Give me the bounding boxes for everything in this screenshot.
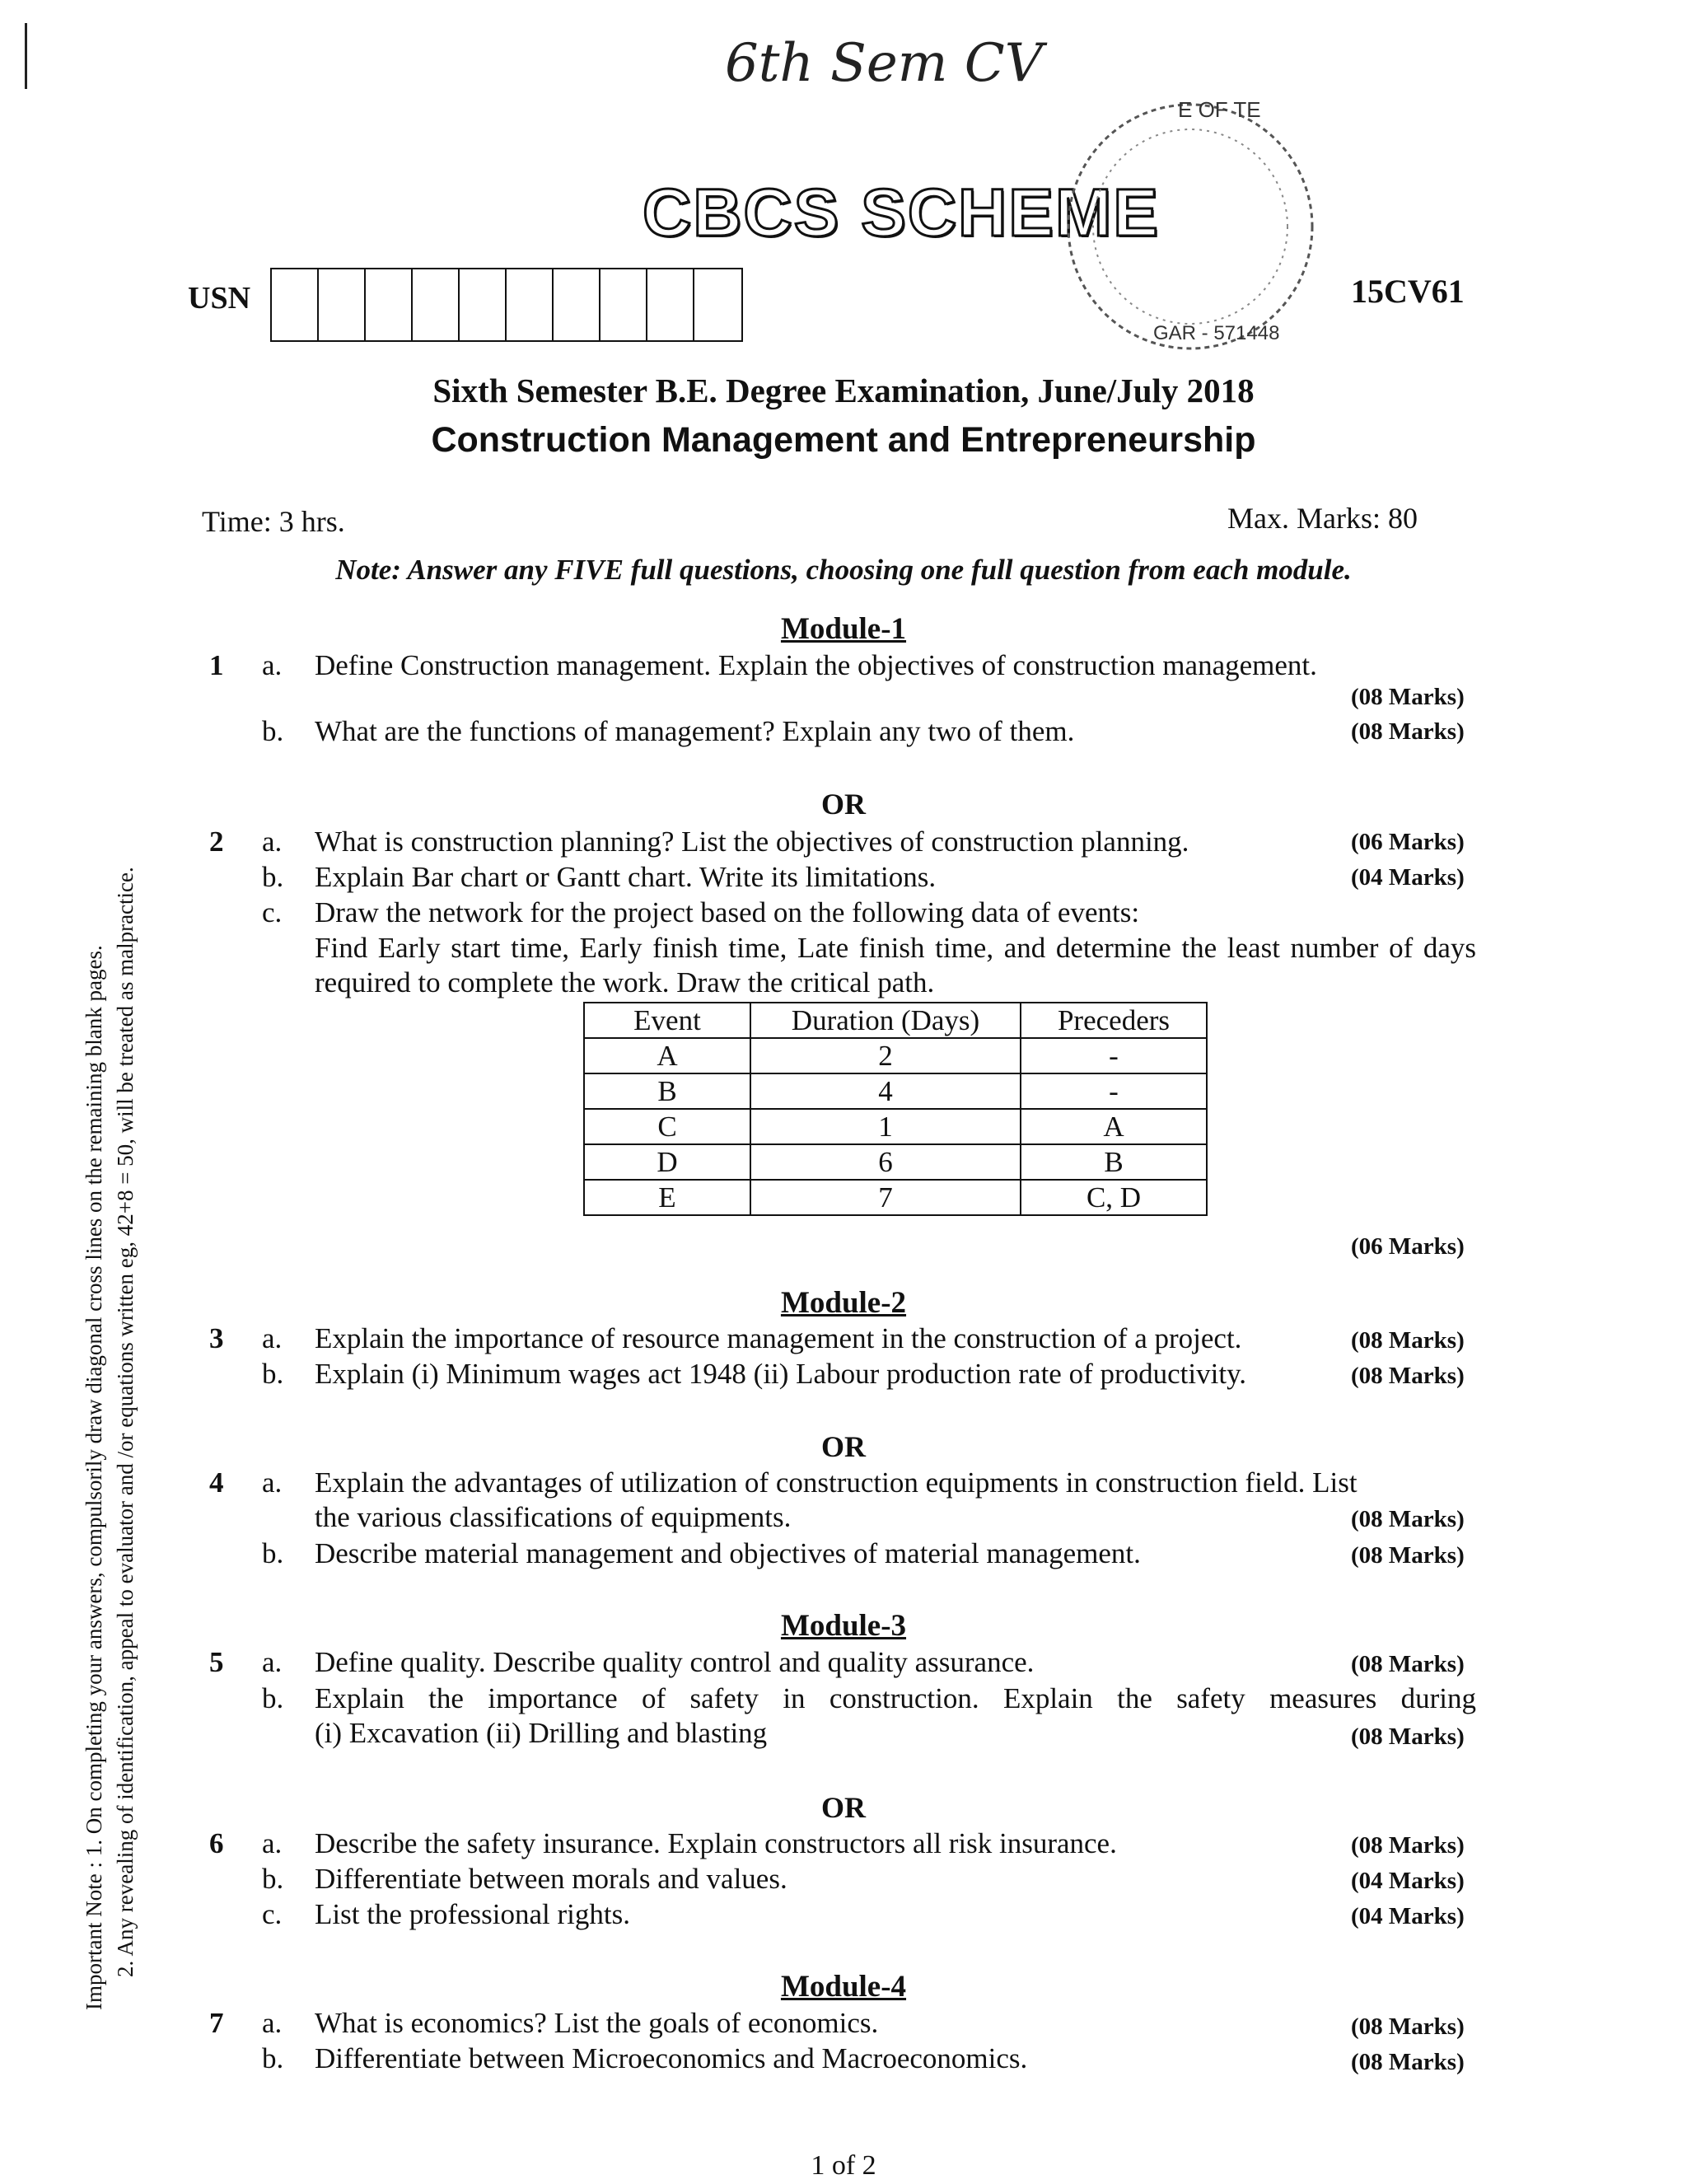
usn-input-grid[interactable] [270, 268, 743, 342]
question-part-label: c. [262, 1898, 283, 1930]
question-marks: (04 Marks) [1351, 864, 1465, 891]
table-row [584, 1180, 1207, 1215]
svg-text:GAR - 571448: GAR - 571448 [1153, 322, 1280, 344]
question-text: Differentiate between morals and values. [315, 1863, 787, 1895]
table-cell: 6 [750, 1144, 1021, 1180]
time-allowed: Time: 3 hrs. [202, 505, 345, 538]
question-marks: (08 Marks) [1351, 718, 1465, 745]
table-cell: B [1021, 1144, 1207, 1180]
usn-digit-box[interactable] [366, 269, 413, 340]
question-marks: (06 Marks) [1351, 1233, 1465, 1260]
or-separator: OR [821, 1791, 866, 1824]
question-text: Explain Bar chart or Gantt chart. Write its limitations. [315, 861, 937, 893]
margin-mark [25, 23, 27, 89]
question-text: Define quality. Describe quality control and quality assurance. [315, 1646, 1035, 1678]
question-marks: (08 Marks) [1351, 2049, 1465, 2075]
question-part-label: a. [262, 2007, 283, 2039]
usn-label: USN [188, 281, 251, 316]
question-part-label: b. [262, 1682, 284, 1714]
table-cell: D [584, 1144, 750, 1180]
question-part-label: a. [262, 1466, 283, 1499]
question-marks: (08 Marks) [1351, 1542, 1465, 1569]
svg-text:E OF TE: E OF TE [1178, 97, 1261, 122]
question-text: Find Early start time, Early finish time, Late finish time, and determine the least number of days required to complete the work. Draw the critical path. [315, 932, 1476, 998]
question-number: 2 [209, 825, 224, 858]
institute-stamp [1054, 91, 1326, 362]
usn-digit-box[interactable] [600, 269, 647, 340]
usn-digit-box[interactable] [507, 269, 554, 340]
table-cell: B [584, 1073, 750, 1109]
question-text: Draw the network for the project based on the following data of events: [315, 896, 1140, 928]
table-cell: 1 [750, 1109, 1021, 1144]
question-part-label: a. [262, 1322, 283, 1354]
max-marks: Max. Marks: 80 [1227, 502, 1418, 535]
table-cell: A [1021, 1109, 1207, 1144]
usn-digit-box[interactable] [460, 269, 507, 340]
usn-digit-box[interactable] [413, 269, 460, 340]
page-number: 1 of 2 [811, 2150, 876, 2181]
question-marks: (08 Marks) [1351, 1327, 1465, 1354]
module-heading: Module-4 [780, 1970, 907, 2004]
table-row [584, 1038, 1207, 1073]
question-text: Differentiate between Microeconomics and Macroeconomics. [315, 2042, 1028, 2074]
question-text: Explain the advantages of utilization of construction equipments in construction field. List [315, 1466, 1358, 1499]
question-marks: (04 Marks) [1351, 1868, 1465, 1894]
side-note-line-2: 2. Any revealing of identification, appeal to evaluator and /or equations written eg, 42+8 = 50, will be treated as malpractice. [113, 867, 138, 1977]
question-text: (i) Excavation (ii) Drilling and blasting [315, 1717, 768, 1749]
question-text: Describe the safety insurance. Explain constructors all risk insurance. [315, 1827, 1117, 1859]
usn-digit-box[interactable] [694, 269, 741, 340]
question-part-label: b. [262, 1358, 284, 1390]
table-cell: - [1021, 1038, 1207, 1073]
question-number: 7 [209, 2007, 224, 2039]
question-part-label: a. [262, 825, 283, 858]
question-marks: (08 Marks) [1351, 1651, 1465, 1677]
question-part-label: a. [262, 1646, 283, 1678]
table-row [584, 1073, 1207, 1109]
table-cell: 7 [750, 1180, 1021, 1215]
table-header-row [584, 1003, 1207, 1038]
usn-digit-box[interactable] [554, 269, 600, 340]
question-number: 4 [209, 1466, 224, 1499]
usn-digit-box[interactable] [647, 269, 694, 340]
question-text: Explain (i) Minimum wages act 1948 (ii) Labour production rate of productivity. [315, 1358, 1247, 1390]
or-separator: OR [821, 788, 866, 821]
question-marks: (04 Marks) [1351, 1903, 1465, 1929]
table-cell: A [584, 1038, 750, 1073]
table-cell: C, D [1021, 1180, 1207, 1215]
table-cell: 2 [750, 1038, 1021, 1073]
question-marks: (08 Marks) [1351, 2013, 1465, 2040]
table-header-cell: Event [584, 1003, 750, 1038]
exam-title: Sixth Semester B.E. Degree Examination, June/July 2018 [432, 372, 1255, 409]
question-text: Explain the importance of resource management in the construction of a project. [315, 1322, 1242, 1354]
table-cell: - [1021, 1073, 1207, 1109]
question-text: List the professional rights. [315, 1898, 631, 1930]
question-text: the various classifications of equipments. [315, 1501, 792, 1533]
question-part-label: a. [262, 649, 283, 681]
question-part-label: b. [262, 1537, 284, 1569]
question-text: What is economics? List the goals of economics. [315, 2007, 879, 2039]
subject-title: Construction Management and Entrepreneurship [431, 420, 1256, 460]
table-row [584, 1109, 1207, 1144]
question-marks: (08 Marks) [1351, 1723, 1465, 1750]
question-text: Define Construction management. Explain the objectives of construction management. [315, 649, 1317, 681]
event-data-table [583, 1002, 1208, 1216]
module-heading: Module-3 [780, 1609, 907, 1643]
question-part-label: c. [262, 896, 283, 928]
question-part-label: a. [262, 1827, 283, 1859]
usn-digit-box[interactable] [272, 269, 319, 340]
question-part-label: b. [262, 1863, 284, 1895]
question-number: 3 [209, 1322, 224, 1354]
module-heading: Module-2 [780, 1286, 907, 1320]
question-marks: (08 Marks) [1351, 684, 1465, 710]
question-text: What is construction planning? List the objectives of construction planning. [315, 825, 1189, 858]
or-separator: OR [821, 1430, 866, 1463]
instructions-note: Note: Answer any FIVE full questions, choosing one full question from each module. [335, 554, 1352, 586]
question-marks: (08 Marks) [1351, 1363, 1465, 1389]
table-header-cell: Preceders [1021, 1003, 1207, 1038]
question-marks: (08 Marks) [1351, 1832, 1465, 1859]
table-cell: 4 [750, 1073, 1021, 1109]
table-header-cell: Duration (Days) [750, 1003, 1021, 1038]
question-marks: (06 Marks) [1351, 829, 1465, 855]
question-part-label: b. [262, 861, 284, 893]
table-row [584, 1144, 1207, 1180]
question-number: 5 [209, 1646, 224, 1678]
side-note-line-1: Important Note : 1. On completing your answers, compulsorily draw diagonal cross lines on the remaining blank pages. [82, 945, 106, 2010]
table-cell: C [584, 1109, 750, 1144]
question-text: Describe material management and objectives of material management. [315, 1537, 1141, 1569]
question-text: Explain the importance of safety in construction. Explain the safety measures during [315, 1682, 1476, 1714]
question-marks: (08 Marks) [1351, 1506, 1465, 1532]
handwritten-note: 6th Sem CV [725, 33, 1043, 94]
question-part-label: b. [262, 715, 284, 747]
usn-digit-box[interactable] [319, 269, 366, 340]
question-number: 1 [209, 649, 224, 681]
question-text: What are the functions of management? Explain any two of them. [315, 715, 1075, 747]
module-heading: Module-1 [780, 612, 907, 646]
subject-code: 15CV61 [1351, 273, 1465, 310]
question-number: 6 [209, 1827, 224, 1859]
question-part-label: b. [262, 2042, 284, 2074]
cbcs-scheme-logo: CBCS SCHEME [643, 175, 1160, 250]
table-cell: E [584, 1180, 750, 1215]
